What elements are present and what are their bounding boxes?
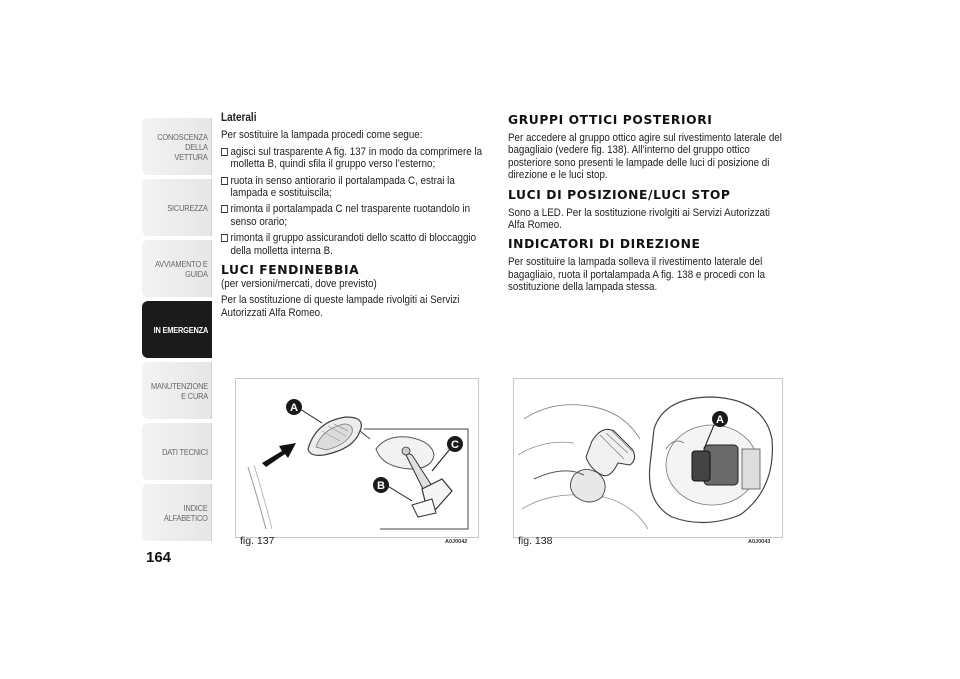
list-item: rimonta il gruppo assicurandoti dello scatto di bloccaggio della molletta interna B. bbox=[221, 232, 488, 257]
page-number: 164 bbox=[146, 549, 172, 566]
callout-c-label: C bbox=[451, 439, 459, 451]
lamp-detail-inset bbox=[649, 397, 772, 523]
right-column bbox=[508, 113, 788, 298]
tab-label: SICUREZZA bbox=[167, 202, 208, 213]
indicatori-heading: INDICATORI DI DIREZIONE bbox=[508, 237, 701, 252]
figure-138 bbox=[513, 378, 783, 538]
tab-sicurezza[interactable] bbox=[142, 179, 212, 236]
tab-label: AVVIAMENTO E GUIDA bbox=[154, 258, 208, 279]
figure-138-code: A0J0043 bbox=[748, 539, 771, 545]
fendinebbia-note: (per versioni/mercati, dove previsto) bbox=[221, 278, 377, 291]
list-item: ruota in senso antiorario il portalampada C, estrai la lampada e sostituiscila; bbox=[221, 175, 488, 200]
luci-posizione-text: Sono a LED. Per la sostituzione rivolgiti ai Servizi Autorizzati Alfa Romeo. bbox=[508, 206, 770, 232]
fendinebbia-heading: LUCI FENDINEBBIA bbox=[221, 263, 360, 278]
list-item: agisci sul trasparente A fig. 137 in modo da comprimere la molletta B, quindi sfila il gruppo verso l’esterno; bbox=[221, 146, 488, 171]
tab-manutenzione-e-cura[interactable] bbox=[142, 362, 212, 419]
hand-illustration bbox=[570, 429, 634, 502]
laterali-heading: Laterali bbox=[221, 111, 257, 124]
callout-b-label: B bbox=[377, 480, 385, 492]
tab-label: INDICE ALFABETICO bbox=[163, 502, 208, 523]
laterali-steps-list bbox=[221, 146, 488, 257]
list-item: rimonta il portalampada C nel trasparente ruotandolo in senso orario; bbox=[221, 203, 488, 228]
tab-in-emergenza[interactable] bbox=[142, 301, 212, 358]
figure-137 bbox=[235, 378, 479, 538]
push-arrow-icon bbox=[262, 443, 296, 467]
gruppi-ottici-text: Per accedere al gruppo ottico agire sul rivestimento laterale del bagagliaio (vedere fig. 138). All’interno del gruppo ottico posteriore sono presenti le lampade delle luci di posizione di direzione e le luci stop. bbox=[508, 132, 782, 182]
left-column bbox=[221, 112, 489, 323]
callout-a-label: A bbox=[716, 414, 724, 426]
tab-label: MANUTENZIONE E CURA bbox=[150, 380, 208, 401]
side-lamp-illustration bbox=[236, 379, 478, 537]
tab-label: CONOSCENZA DELLA VETTURA bbox=[157, 131, 208, 162]
tab-dati-tecnici[interactable] bbox=[142, 423, 212, 480]
tab-label: DATI TECNICI bbox=[161, 446, 208, 457]
figure-138-caption: fig. 138 bbox=[518, 535, 553, 547]
tab-conoscenza-della-vettura[interactable] bbox=[142, 118, 212, 175]
luci-posizione-heading: LUCI DI POSIZIONE/LUCI STOP bbox=[508, 187, 731, 202]
figure-137-code: A0J0042 bbox=[445, 539, 468, 545]
callout-a-label: A bbox=[290, 402, 298, 414]
gruppi-ottici-heading: GRUPPI OTTICI POSTERIORI bbox=[508, 113, 713, 127]
indicatori-text: Per sostituire la lampada solleva il rivestimento laterale del bagagliaio, ruota il portalampada A fig. 138 e procedi con la sostituzione della lampada stessa. bbox=[508, 256, 766, 294]
laterali-intro: Per sostituire la lampada procedi come segue: bbox=[221, 129, 423, 142]
figure-137-caption: fig. 137 bbox=[240, 535, 275, 547]
tab-avviamento-e-guida[interactable] bbox=[142, 240, 212, 297]
rear-lamp-illustration bbox=[514, 379, 782, 537]
tab-indice-alfabetico[interactable] bbox=[142, 484, 212, 541]
fendinebbia-text: Per la sostituzione di queste lampade rivolgiti ai Servizi Autorizzati Alfa Romeo. bbox=[221, 294, 460, 319]
tab-label: IN EMERGENZA bbox=[153, 324, 208, 335]
lamp-lens bbox=[308, 417, 361, 455]
